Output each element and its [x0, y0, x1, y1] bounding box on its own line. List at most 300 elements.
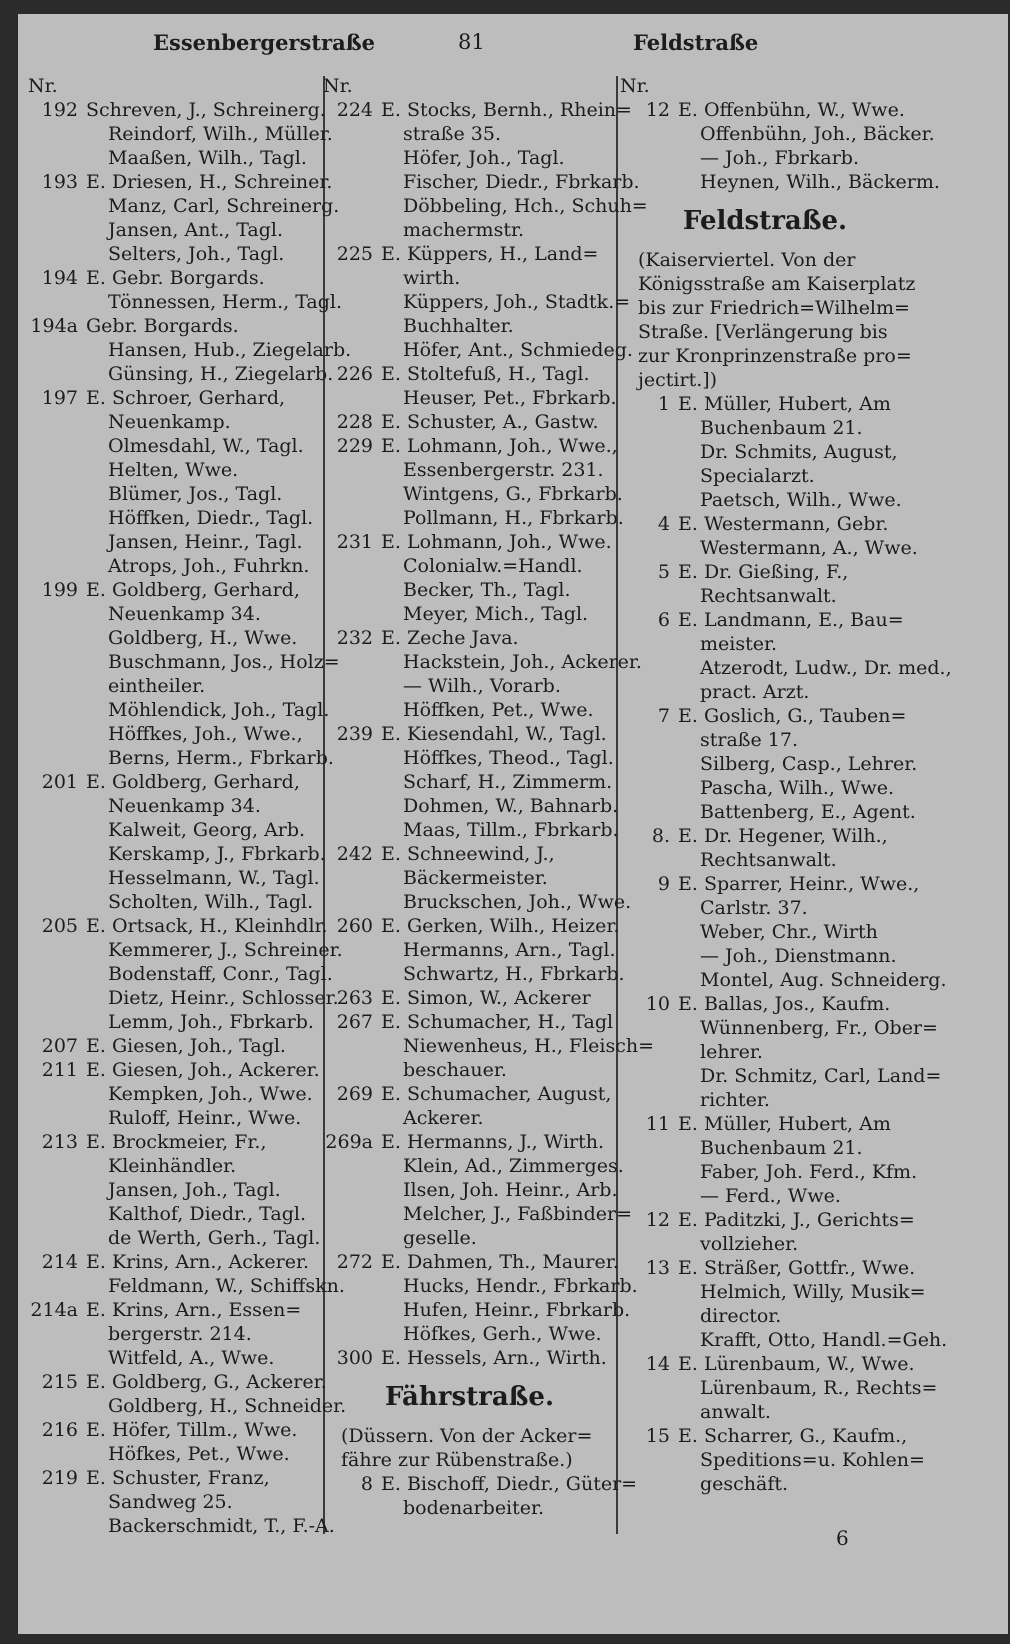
house-number: 228: [336, 411, 373, 433]
directory-entry: [620, 170, 940, 194]
directory-entry: [323, 890, 632, 914]
directory-entry: [28, 1034, 318, 1058]
directory-entry: [323, 338, 633, 362]
entry-text: Feldmann, W., Schiffskn.: [108, 1275, 345, 1297]
house-number: 11: [645, 1113, 670, 1135]
entry-text: geselle.: [403, 1227, 477, 1249]
entry-text: Becker, Th., Tagl.: [403, 579, 571, 601]
entry-text: E. Schroer, Gerhard,: [86, 387, 286, 409]
house-number: 207: [41, 1035, 78, 1057]
entry-text: E. Ortsack, H., Kleinhdlr.: [86, 915, 328, 937]
directory-entry: [620, 1112, 910, 1136]
directory-entry: [323, 1154, 624, 1178]
entry-text: Jansen, Joh., Tagl.: [108, 1179, 281, 1201]
directory-entry: [28, 122, 333, 146]
entry-text: Höfkes, Gerh., Wwe.: [403, 1323, 602, 1345]
entry-text: Wünnenberg, Fr., Ober=: [700, 1017, 938, 1039]
directory-entry: [323, 1106, 616, 1130]
house-number: 12: [645, 1209, 670, 1231]
directory-entry: [323, 458, 616, 482]
directory-entry: [323, 242, 616, 266]
directory-entry: [620, 728, 910, 752]
entry-text: E. Schuster, A., Gastw.: [381, 411, 599, 433]
entry-text: E. Dahmen, Th., Maurer.: [381, 1251, 619, 1273]
entry-text: Maaßen, Wilh., Tagl.: [108, 147, 307, 169]
directory-entry: [620, 1424, 910, 1448]
directory-entry: [323, 290, 631, 314]
directory-entry: [28, 626, 318, 650]
directory-entry: [28, 1130, 318, 1154]
directory-entry: [323, 698, 616, 722]
entry-text: Helmich, Willy, Musik=: [700, 1281, 926, 1303]
house-number: 239: [336, 723, 373, 745]
directory-entry: [323, 626, 616, 650]
house-number: 193: [41, 171, 78, 193]
entry-text: Meyer, Mich., Tagl.: [403, 603, 589, 625]
directory-entry: [28, 890, 318, 914]
directory-entry: [28, 1106, 318, 1130]
directory-entry: [323, 1010, 616, 1034]
directory-entry: [28, 1178, 318, 1202]
house-number: 267: [336, 1011, 373, 1033]
directory-entry: [620, 98, 910, 122]
directory-entry: [28, 554, 318, 578]
entry-text: E. Goldberg, Gerhard,: [86, 579, 300, 601]
house-number: 192: [41, 99, 78, 121]
entry-text: bergerstr. 214.: [108, 1323, 252, 1345]
entry-text: Hansen, Hub., Ziegelarb.: [108, 339, 352, 361]
entry-text: E. Ballas, Jos., Kaufm.: [678, 993, 891, 1015]
directory-entry: [620, 536, 918, 560]
entry-text: E. Stoltefuß, H., Tagl.: [381, 363, 590, 385]
entry-text: E. Lürenbaum, W., Wwe.: [678, 1353, 915, 1375]
entry-text: lehrer.: [700, 1041, 763, 1063]
entry-text: Atzerodt, Ludw., Dr. med.,: [700, 657, 952, 679]
directory-entry: [323, 722, 616, 746]
entry-text: Ruloff, Heinr., Wwe.: [108, 1107, 302, 1129]
entry-text: Krafft, Otto, Handl.=Geh.: [700, 1329, 948, 1351]
directory-entry: [620, 1400, 910, 1424]
entry-text: Höffkes, Theod., Tagl.: [403, 747, 614, 769]
entry-text: Carlstr. 37.: [700, 897, 808, 919]
entry-text: Westermann, A., Wwe.: [700, 537, 918, 559]
directory-entry: [620, 800, 916, 824]
directory-entry: [28, 674, 318, 698]
house-number: 8.: [651, 825, 670, 847]
directory-entry: [620, 968, 947, 992]
entry-text: E. Hermanns, J., Wirth.: [381, 1131, 605, 1153]
directory-entry: [323, 866, 616, 890]
entry-text: Silberg, Casp., Lehrer.: [700, 753, 918, 775]
house-number: 214: [41, 1251, 78, 1273]
entry-text: Berns, Herm., Fbrkarb.: [108, 747, 334, 769]
directory-entry: [28, 1250, 318, 1274]
directory-entry: [28, 1346, 318, 1370]
entry-text: Ilsen, Joh. Heinr., Arb.: [403, 1179, 618, 1201]
entry-text: Höffken, Pet., Wwe.: [403, 699, 594, 721]
house-number: 263: [336, 987, 373, 1009]
entry-text: Montel, Aug. Schneiderg.: [700, 969, 947, 991]
entry-text: Döbbeling, Hch., Schuh=: [403, 195, 648, 217]
entry-text: E. Höfer, Tillm., Wwe.: [86, 1419, 298, 1441]
directory-page: [18, 14, 1008, 1634]
entry-text: E. Kiesendahl, W., Tagl.: [381, 723, 607, 745]
directory-entry: [620, 584, 910, 608]
directory-entry: [28, 1490, 318, 1514]
directory-entry: [28, 794, 318, 818]
entry-text: vollzieher.: [700, 1233, 799, 1255]
entry-text: Colonialw.=Handl.: [403, 555, 583, 577]
directory-entry: [28, 98, 326, 122]
directory-entry: [620, 1040, 910, 1064]
entry-text: director.: [700, 1305, 782, 1327]
directory-entry: [620, 920, 910, 944]
entry-text: Kalthof, Diedr., Tagl.: [108, 1203, 306, 1225]
entry-text: Neuenkamp 34.: [108, 795, 261, 817]
entry-text: — Joh., Dienstmann.: [700, 945, 897, 967]
directory-entry: [323, 362, 616, 386]
directory-entry: [620, 1016, 938, 1040]
directory-entry: [620, 1160, 918, 1184]
directory-entry: [323, 650, 642, 674]
house-number: 199: [41, 579, 78, 601]
entry-text: geschäft.: [700, 1473, 789, 1495]
entry-text: E. Landmann, E., Bau=: [678, 609, 904, 631]
entry-text: Rechtsanwalt.: [700, 849, 837, 871]
directory-entry: [28, 1394, 347, 1418]
entry-text: Paetsch, Wilh., Wwe.: [700, 489, 902, 511]
directory-entry: [620, 680, 910, 704]
entry-text: eintheiler.: [108, 675, 206, 697]
entry-text: E. Sparrer, Heinr., Wwe.,: [678, 873, 920, 895]
house-number: 7: [657, 705, 670, 727]
house-number: 201: [41, 771, 78, 793]
entry-text: Olmesdahl, W., Tagl.: [108, 435, 304, 457]
entry-text: E. Krins, Arn., Essen=: [86, 1299, 302, 1321]
running-head-right: Feldstraße: [633, 30, 759, 55]
entry-text: E. Dr. Hegener, Wilh.,: [678, 825, 888, 847]
directory-entry: [323, 842, 616, 866]
directory-entry: [323, 266, 616, 290]
directory-entry: [323, 122, 616, 146]
entry-text: Manz, Carl, Schreinerg.: [108, 195, 340, 217]
entry-text: Fischer, Diedr., Fbrkarb.: [403, 171, 640, 193]
directory-entry: [28, 1514, 335, 1538]
entry-text: Ackerer.: [403, 1107, 484, 1129]
entry-text: — Ferd., Wwe.: [700, 1185, 841, 1207]
house-number: 12: [645, 99, 670, 121]
directory-entry: [323, 746, 616, 770]
directory-entry: [620, 560, 910, 584]
house-number: 269a: [325, 1131, 373, 1153]
house-number: 5: [657, 561, 670, 583]
directory-entry: [620, 776, 910, 800]
directory-entry: [28, 818, 318, 842]
directory-entry: [28, 1058, 318, 1082]
house-number: 215: [41, 1371, 78, 1393]
entry-text: E. Zeche Java.: [381, 627, 519, 649]
entry-text: Hufen, Heinr., Fbrkarb.: [403, 1299, 631, 1321]
street-description: fähre zur Rübenstraße.): [341, 1449, 573, 1471]
entry-text: E. Gebr. Borgards.: [86, 267, 265, 289]
column-nr-label: [323, 74, 616, 98]
entry-text: Melcher, J., Faßbinder=: [403, 1203, 633, 1225]
directory-entry: [620, 464, 910, 488]
entry-text: Höffkes, Joh., Wwe.,: [108, 723, 303, 745]
directory-entry: [28, 362, 334, 386]
house-number: 219: [41, 1467, 78, 1489]
directory-entry: [620, 1328, 948, 1352]
directory-entry: [28, 530, 318, 554]
entry-text: Kerskamp, J., Fbrkarb.: [108, 843, 326, 865]
column-3: [620, 74, 952, 1496]
entry-text: Speditions=u. Kohlen=: [700, 1449, 925, 1471]
entry-text: Höfer, Ant., Schmiedeg.: [403, 339, 633, 361]
directory-entry: [620, 1304, 910, 1328]
entry-text: Bäckermeister.: [403, 867, 548, 889]
directory-entry: [620, 1376, 938, 1400]
entry-text: Neuenkamp 34.: [108, 603, 261, 625]
directory-entry: [28, 1298, 318, 1322]
directory-entry: [28, 1442, 318, 1466]
directory-entry: [620, 440, 910, 464]
entry-text: Klein, Ad., Zimmerges.: [403, 1155, 624, 1177]
entry-text: Hackstein, Joh., Ackerer.: [403, 651, 642, 673]
house-number: 272: [336, 1251, 373, 1273]
directory-entry: [620, 848, 910, 872]
column-2: [323, 74, 655, 1520]
house-number: 232: [336, 627, 373, 649]
entry-text: E. Brockmeier, Fr.,: [86, 1131, 267, 1153]
entry-text: Rechtsanwalt.: [700, 585, 837, 607]
entry-text: machermstr.: [403, 219, 524, 241]
entry-text: Kemmerer, J., Schreiner.: [108, 939, 343, 961]
house-number: 10: [645, 993, 670, 1015]
directory-entry: [620, 1064, 942, 1088]
directory-entry: [323, 1298, 631, 1322]
entry-text: E. Dr. Gießing, F.,: [678, 561, 849, 583]
entry-text: E. Driesen, H., Schreiner.: [86, 171, 333, 193]
directory-entry: [323, 1058, 616, 1082]
entry-text: Dohmen, W., Bahnarb.: [403, 795, 619, 817]
directory-entry: [323, 1202, 633, 1226]
directory-entry: [323, 1226, 616, 1250]
entry-text: Goldberg, H., Wwe.: [108, 627, 298, 649]
entry-text: Specialarzt.: [700, 465, 815, 487]
entry-text: Blümer, Jos., Tagl.: [108, 483, 283, 505]
street-description: (Düssern. Von der Acker=: [341, 1425, 593, 1447]
entry-text: Dr. Schmitz, Carl, Land=: [700, 1065, 942, 1087]
page-header: [18, 30, 1008, 64]
directory-entry: [323, 1274, 638, 1298]
house-number: 6: [657, 609, 670, 631]
street-description: Königsstraße am Kaiserplatz: [638, 273, 916, 295]
entry-text: E. Offenbühn, W., Wwe.: [678, 99, 905, 121]
entry-text: straße 35.: [403, 123, 501, 145]
entry-text: Buchenbaum 21.: [700, 417, 863, 439]
directory-entry: [28, 386, 318, 410]
entry-text: E. Müller, Hubert, Am: [678, 1113, 891, 1135]
house-number: 300: [336, 1347, 373, 1369]
entry-text: Buschmann, Jos., Holz=: [108, 651, 340, 673]
street-heading: Feldstraße.: [682, 206, 848, 236]
entry-text: Schwartz, H., Fbrkarb.: [403, 963, 625, 985]
directory-entry: [620, 122, 935, 146]
entry-text: — Wilh., Vorarb.: [403, 675, 561, 697]
house-number: 213: [41, 1131, 78, 1153]
directory-entry: [323, 1472, 638, 1496]
directory-entry: [28, 602, 318, 626]
directory-entry: [620, 1280, 926, 1304]
directory-entry: [28, 962, 333, 986]
directory-entry: [28, 146, 318, 170]
directory-entry: [323, 914, 620, 938]
entry-text: Jansen, Ant., Tagl.: [108, 219, 284, 241]
entry-text: Tönnessen, Herm., Tagl.: [108, 291, 342, 313]
entry-text: Kalweit, Georg, Arb.: [108, 819, 306, 841]
directory-entry: [28, 1322, 318, 1346]
directory-entry: [28, 458, 318, 482]
directory-entry: [323, 554, 616, 578]
entry-text: wirth.: [403, 267, 461, 289]
directory-entry: [28, 314, 318, 338]
entry-text: E. Küppers, H., Land=: [381, 243, 599, 265]
directory-entry: [620, 632, 910, 656]
house-number: 242: [336, 843, 373, 865]
entry-text: E. Stocks, Bernh., Rhein=: [381, 99, 632, 121]
directory-entry: [620, 656, 952, 680]
entry-text: Möhlendick, Joh., Tagl.: [108, 699, 330, 721]
house-number: 214a: [30, 1299, 78, 1321]
entry-text: Scholten, Wilh., Tagl.: [108, 891, 314, 913]
directory-entry: [28, 698, 330, 722]
entry-text: meister.: [700, 633, 778, 655]
directory-entry: [323, 1346, 616, 1370]
entry-text: E. Sträßer, Gottfr., Wwe.: [678, 1257, 916, 1279]
house-number: 14: [645, 1353, 670, 1375]
directory-entry: [323, 1496, 616, 1520]
entry-text: Faber, Joh. Ferd., Kfm.: [700, 1161, 918, 1183]
entry-text: straße 17.: [700, 729, 798, 751]
house-number: 4: [657, 513, 670, 535]
directory-entry: [28, 290, 342, 314]
entry-text: pract. Arzt.: [700, 681, 810, 703]
directory-entry: [323, 530, 616, 554]
entry-text: Buchhalter.: [403, 315, 514, 337]
street-description: zur Kronprinzenstraße pro=: [638, 345, 912, 367]
directory-entry: [28, 482, 318, 506]
directory-entry: [323, 314, 616, 338]
directory-entry: [620, 1256, 916, 1280]
directory-entry: [28, 1154, 318, 1178]
house-number: 194: [41, 267, 78, 289]
entry-text: Dr. Schmits, August,: [700, 441, 898, 463]
entry-text: Nr.: [28, 75, 58, 97]
entry-text: E. Simon, W., Ackerer: [381, 987, 591, 1009]
entry-text: Maas, Tillm., Fbrkarb.: [403, 819, 619, 841]
entry-text: Dietz, Heinr., Schlosser.: [108, 987, 339, 1009]
entry-text: Helten, Wwe.: [108, 459, 239, 481]
entry-text: bodenarbeiter.: [403, 1497, 545, 1519]
directory-entry: [28, 218, 318, 242]
entry-text: Küppers, Joh., Stadtk.=: [403, 291, 631, 313]
entry-text: E. Bischoff, Diedr., Güter=: [381, 1473, 638, 1495]
directory-entry: [620, 512, 910, 536]
entry-text: Hermanns, Arn., Tagl.: [403, 939, 616, 961]
street-heading: Fährstraße.: [384, 1382, 555, 1412]
entry-text: Höfkes, Pet., Wwe.: [108, 1443, 290, 1465]
entry-text: Selters, Joh., Tagl.: [108, 243, 285, 265]
entry-text: richter.: [700, 1089, 770, 1111]
entry-text: Goldberg, H., Schneider.: [108, 1395, 347, 1417]
directory-entry: [323, 170, 640, 194]
directory-entry: [620, 392, 910, 416]
directory-entry: [28, 722, 318, 746]
directory-entry: [620, 992, 910, 1016]
directory-entry: [28, 578, 318, 602]
directory-entry: [28, 650, 340, 674]
entry-text: Reindorf, Wilh., Müller.: [108, 123, 333, 145]
entry-text: E. Giesen, Joh., Tagl.: [86, 1035, 286, 1057]
directory-entry: [323, 986, 616, 1010]
directory-entry: [323, 1130, 616, 1154]
directory-entry: [620, 896, 910, 920]
entry-text: Hesselmann, W., Tagl.: [108, 867, 320, 889]
directory-entry: [323, 194, 648, 218]
entry-text: E. Paditzki, J., Gerichts=: [678, 1209, 915, 1231]
entry-text: E. Westermann, Gebr.: [678, 513, 889, 535]
entry-text: E. Goldberg, G., Ackerer.: [86, 1371, 327, 1393]
directory-entry: [620, 1184, 910, 1208]
directory-entry: [323, 410, 616, 434]
directory-entry: [323, 578, 616, 602]
house-number: 224: [336, 99, 373, 121]
directory-entry: [28, 1370, 327, 1394]
directory-entry: [28, 410, 318, 434]
directory-entry: [323, 482, 623, 506]
directory-entry: [620, 1232, 910, 1256]
directory-entry: [620, 872, 920, 896]
house-number: 205: [41, 915, 78, 937]
entry-text: anwalt.: [700, 1401, 771, 1423]
entry-text: Heynen, Wilh., Bäckerm.: [700, 171, 940, 193]
entry-text: Offenbühn, Joh., Bäcker.: [700, 123, 935, 145]
directory-entry: [620, 416, 910, 440]
directory-entry: [620, 488, 910, 512]
entry-text: Buchenbaum 21.: [700, 1137, 863, 1159]
entry-text: E. Schneewind, J.,: [381, 843, 555, 865]
house-number: 225: [336, 243, 373, 265]
directory-entry: [28, 1466, 318, 1490]
directory-entry: [620, 1136, 910, 1160]
directory-entry: [28, 1226, 321, 1250]
directory-entry: [323, 938, 616, 962]
directory-entry: [620, 1088, 910, 1112]
directory-entry: [28, 770, 318, 794]
entry-text: Bodenstaff, Conr., Tagl.: [108, 963, 333, 985]
page-number: 81: [458, 30, 485, 54]
entry-text: E. Gerken, Wilh., Heizer.: [381, 915, 620, 937]
directory-entry: [323, 146, 616, 170]
entry-text: Essenbergerstr. 231.: [403, 459, 604, 481]
directory-entry: [323, 674, 616, 698]
house-number: 197: [41, 387, 78, 409]
entry-text: — Joh., Fbrkarb.: [700, 147, 860, 169]
directory-entry: [28, 266, 318, 290]
house-number: 211: [41, 1059, 78, 1081]
signature-mark: 6: [836, 1526, 849, 1550]
entry-text: Kleinhändler.: [108, 1155, 237, 1177]
